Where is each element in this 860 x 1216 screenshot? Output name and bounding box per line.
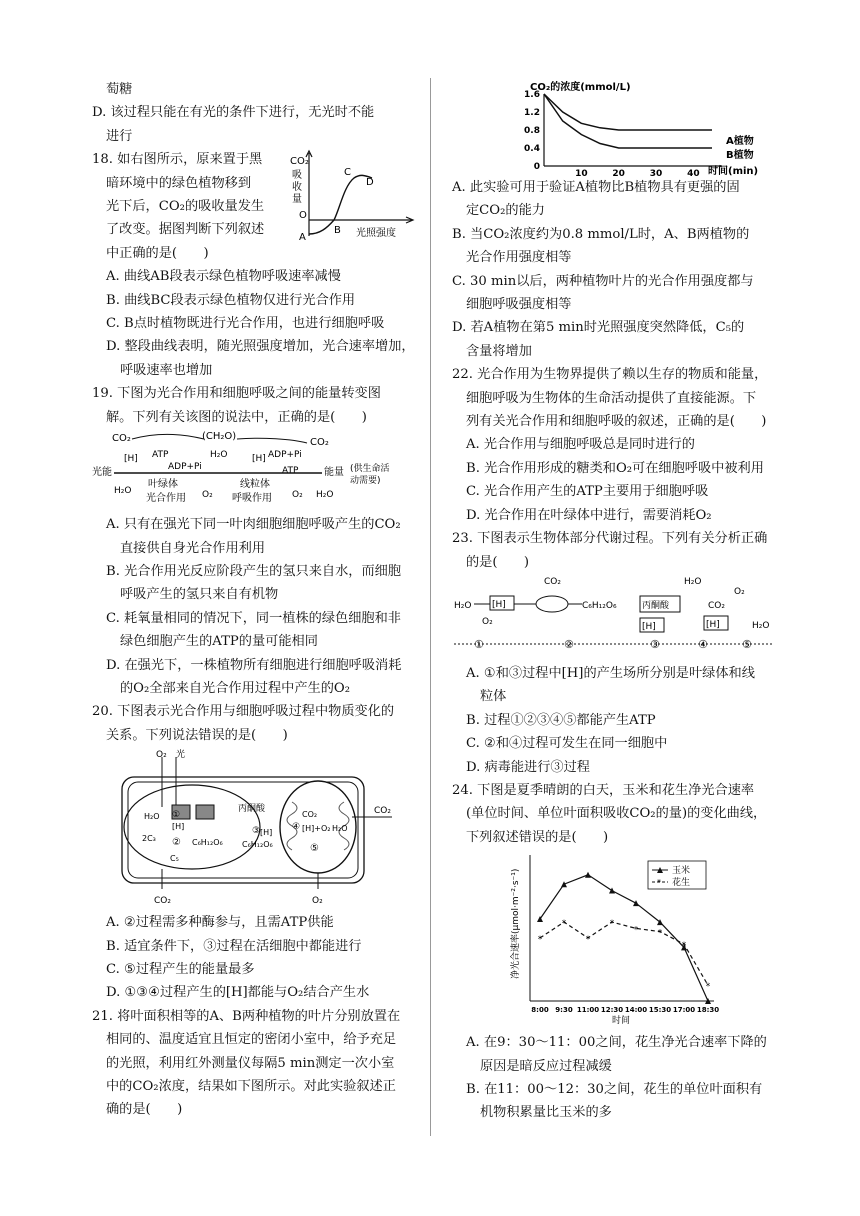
q20-step-1: ① (172, 810, 181, 821)
q20-h2o-mito: H₂O (332, 824, 348, 834)
q18-origin: O (299, 210, 307, 222)
q20-step-2: ② (172, 837, 181, 849)
q20-stem-2: 关系。下列说法错误的是( ) (106, 727, 288, 743)
q23-o2-right: O₂ (734, 586, 745, 597)
q20-h2o: H₂O (144, 812, 160, 822)
q24-corn-point (561, 881, 567, 887)
question-19 (92, 382, 418, 700)
q21-option-A-cont: 定CO₂的能力 (466, 203, 545, 219)
q20-option-D: D. ①③④过程产生的[H]都能与O₂结合产生水 (106, 985, 370, 1001)
q24-option-A: A. 在9：30～11：00之间，花生净光合速率下降的 (466, 1035, 767, 1051)
q24-stem-2: (单位时间、单位叶面积吸收CO₂的量)的变化曲线， (466, 806, 767, 822)
right-column (452, 78, 784, 1125)
q20-co2-bottom: CO₂ (154, 896, 171, 907)
q21-series-B-label: B植物 (726, 150, 754, 161)
q24-chart-xlabel: 时间 (612, 1016, 631, 1027)
option-17-D-cont: 进行 (106, 128, 133, 144)
q23-h2o-left: H₂O (454, 600, 472, 611)
q24-peanut-point: * (561, 919, 567, 930)
q19-o2-b: O₂ (292, 490, 303, 501)
q21-xtick: 40 (687, 169, 700, 179)
q20-step-3: ③ (252, 826, 261, 837)
q21-stem-2: 相同的、温度适宜且恒定的密闭小室中，给予充足 (106, 1032, 397, 1048)
q22-stem-1: 22. 光合作用为生物界提供了赖以生存的物质和能量， (452, 367, 768, 383)
q24-xtick: 15:30 (648, 1006, 672, 1015)
q19-arrow-1 (132, 434, 204, 439)
q20-H-2: [H] (260, 828, 273, 838)
q22-option-D: D. 光合作用在叶绿体中进行，需要消耗O₂ (466, 507, 712, 523)
q22-stem-2: 细胞呼吸为生物体的生命活动提供了直接能源。下 (466, 390, 757, 406)
q23-stem-1: 23. 下图表示生物体部分代谢过程。下列有关分析正确 (452, 531, 768, 547)
q21-chart-xlabel: 时间(min) (708, 166, 759, 177)
q19-adp-2: ADP+Pi (268, 450, 302, 461)
q19-h2o-1: H₂O (114, 486, 132, 497)
q18-option-D-cont: 呼吸速率也增加 (120, 362, 213, 378)
q18-stem-3: 光下后，CO₂的吸收量发生 (106, 199, 265, 215)
q20-glucose-1: C₆H₁₂O₆ (192, 838, 223, 848)
q20-2c3: 2C₃ (142, 834, 156, 844)
continuation-text: 萄糖 (106, 82, 133, 97)
q20-H-1: [H] (172, 822, 185, 832)
q21-xtick: 20 (612, 169, 625, 179)
q19-option-D-cont: 的O₂全部来自光合作用过程中产生的O₂ (120, 680, 351, 696)
q24-stem-3: 下列叙述错误的是( ) (466, 829, 609, 845)
q20-figure (92, 747, 418, 907)
q23-h2o-right: H₂O (752, 620, 770, 631)
q24-series-peanut-line (537, 922, 708, 985)
q19-option-B: B. 光合作用光反应阶段产生的氢只来自水，而细胞 (106, 563, 402, 579)
q19-respiration: 呼吸作用 (232, 493, 272, 505)
q23-H-2: [H] (642, 621, 656, 632)
q21-option-D: D. 若A植物在第5 min时光照强度突然降低，C₅的 (452, 320, 745, 336)
q19-option-C-cont: 绿色细胞产生的ATP的量可能相同 (120, 634, 318, 650)
q19-arrow-2 (237, 438, 307, 443)
q20-stem-1: 20. 下图表示光合作用与细胞呼吸过程中物质变化的 (92, 704, 395, 720)
q22-option-C: C. 光合作用产生的ATP主要用于细胞呼吸 (466, 484, 709, 500)
q19-option-A-cont: 直接供自身光合作用利用 (120, 540, 266, 556)
q22-option-B: B. 光合作用形成的糖类和O₂可在细胞呼吸中被利用 (466, 460, 764, 476)
q20-c5: C₅ (170, 854, 179, 864)
q20-co2-out: CO₂ (374, 806, 391, 817)
q18-ylabel-3: 收 (292, 182, 302, 194)
q24-xtick: 14:00 (624, 1006, 648, 1015)
q24-xtick: 18:30 (696, 1006, 720, 1015)
q20-glucose-2: C₆H₁₂O₆ (242, 840, 273, 850)
option-17-D: D. 该过程只能在有光的条件下进行，无光时不能 (92, 105, 375, 121)
q21-series-A-line (544, 94, 712, 130)
q24-peanut-point: * (609, 919, 615, 930)
q21-stem-4: 中的CO₂浓度，结果如下图所示。对此实验叙述正 (106, 1079, 396, 1094)
q24-peanut-point: * (681, 941, 687, 952)
q24-xtick: 9:30 (555, 1006, 573, 1015)
q18-figure (282, 148, 422, 248)
question-20 (92, 700, 418, 1004)
q23-glucose: C₆H₁₂O₆ (582, 600, 617, 611)
q20-co2-mito: CO₂ (302, 810, 318, 820)
q19-atp-1: ATP (152, 450, 169, 461)
q23-stage-5: ⑤ (742, 637, 752, 651)
q23-option-D: D. 病毒能进行③过程 (466, 759, 590, 775)
q23-stage-4: ④ (698, 637, 708, 651)
q21-option-B-cont: 光合作用强度相等 (466, 250, 572, 266)
q23-h2o-top: H₂O (684, 576, 702, 587)
q21-stem-3: 的光照，利用红外测量仪每隔5 min测定一次小室 (106, 1055, 395, 1071)
question-21 (92, 1005, 418, 1122)
q18-point-A: A (299, 232, 306, 244)
q24-option-B-cont: 机物积累量比玉米的多 (480, 1105, 612, 1121)
q20-option-B: B. 适宜条件下，③过程在活细胞中都能进行 (106, 938, 362, 954)
q22-option-A: A. 光合作用与细胞呼吸总是同时进行的 (466, 437, 695, 453)
q24-legend-peanut: 花生 (672, 878, 691, 889)
q19-stem-1: 19. 下图为光合作用和细胞呼吸之间的能量转变图 (92, 386, 381, 402)
q19-H-1: [H] (124, 454, 138, 465)
q24-stem-1: 24. 下图是夏季晴朗的白天，玉米和花生净光合速率 (452, 782, 755, 798)
q19-chloroplast: 叶绿体 (148, 479, 178, 491)
q19-atp-2: ATP (282, 466, 299, 477)
left-column (92, 78, 418, 1122)
q19-option-C: C. 耗氧量相同的情况下，同一植株的绿色细胞和非 (106, 610, 401, 626)
q23-option-B: B. 过程①②③④⑤都能产生ATP (466, 712, 656, 728)
q24-peanut-point: * (705, 982, 711, 993)
q19-energy-note-1: (供生命活 (350, 464, 390, 475)
q23-H-1: [H] (492, 599, 506, 610)
q23-H-3: [H] (706, 619, 720, 630)
q21-ytick: 1.6 (524, 90, 540, 100)
q18-option-B: B. 曲线BC段表示绿色植物仅进行光合作用 (106, 292, 356, 308)
q24-chart (452, 849, 784, 1027)
q18-stem-5: 中正确的是( ) (106, 245, 209, 261)
q21-option-C-cont: 细胞呼吸强度相等 (466, 297, 572, 313)
q23-figure (452, 574, 784, 658)
q19-o2-a: O₂ (202, 490, 213, 501)
q20-o2-top: O₂ (156, 750, 167, 761)
svg-text:*: * (657, 878, 661, 888)
q24-corn-point (633, 900, 639, 906)
q21-option-D-cont: 含量将增加 (466, 343, 532, 359)
q18-ylabel-1: CO₂ (290, 156, 309, 168)
q19-co2-b: CO₂ (310, 437, 329, 449)
q21-chart (512, 78, 844, 179)
q24-xtick: 12:30 (600, 1006, 624, 1015)
q19-h2o-top: H₂O (210, 450, 228, 461)
q23-co2-right: CO₂ (708, 600, 725, 611)
q19-co2-a: CO₂ (112, 433, 131, 445)
q21-chart-ylabel: CO₂的浓度(mmol/L) (530, 82, 631, 93)
q18-option-D: D. 整段曲线表明，随光照强度增加，光合速率增加， (106, 339, 415, 355)
q22-stem-3: 列有关光合作用和细胞呼吸的叙述，正确的是( ) (466, 414, 767, 430)
q24-option-A-cont: 原因是暗反应过程减缓 (480, 1058, 612, 1074)
q19-figure (92, 429, 418, 509)
q19-photosynthesis: 光合作用 (146, 493, 186, 505)
q18-point-C: C (344, 167, 351, 179)
q24-xtick: 8:00 (531, 1006, 549, 1015)
q23-co2-top: CO₂ (544, 576, 561, 587)
question-23 (452, 527, 784, 779)
q18-ylabel-2: 吸 (292, 170, 302, 182)
q24-legend-corn: 玉米 (672, 866, 691, 877)
q20-pyruvate: 丙酮酸 (238, 804, 266, 815)
question-22 (452, 363, 784, 527)
q24-corn-point (585, 872, 591, 878)
q20-light: 光 (176, 750, 186, 761)
q24-series-corn-line (537, 875, 708, 1001)
q20-option-C: C. ⑤过程产生的能量最多 (106, 961, 255, 977)
q20-H-O2: [H]+O₂ (302, 824, 331, 834)
q19-adp-1: ADP+Pi (168, 462, 202, 473)
q21-ytick: 0 (533, 162, 540, 172)
q23-stage-1: ① (474, 637, 484, 651)
column-divider (430, 78, 431, 1136)
q19-h2o-2: H₂O (316, 490, 334, 501)
q18-option-A: A. 曲线AB段表示绿色植物呼吸速率减慢 (106, 269, 341, 285)
q21-ytick: 0.4 (524, 144, 540, 154)
question-18 (92, 148, 418, 382)
q18-point-D: D (366, 177, 374, 189)
q18-stem-2: 暗环境中的绿色植物移到 (106, 175, 252, 191)
q23-option-A-cont: 粒体 (480, 689, 507, 705)
q23-stage-3: ③ (650, 637, 660, 651)
q24-xtick: 17:00 (672, 1006, 696, 1015)
q19-mitochondria: 线粒体 (240, 479, 270, 491)
q18-stem-4: 了改变。据图判断下列叙述 (106, 222, 265, 238)
q23-option-C: C. ②和④过程可发生在同一细胞中 (466, 736, 668, 752)
q21-series-B-line (544, 94, 712, 148)
q19-light-energy: 光能 (92, 467, 112, 479)
q18-point-B: B (334, 225, 341, 237)
q18-option-C: C. B点时植物既进行光合作用，也进行细胞呼吸 (106, 316, 385, 332)
q21-option-B: B. 当CO₂浓度约为0.8 mmol/L时，A、B两植物的 (452, 226, 750, 242)
q19-H-2: [H] (252, 454, 266, 465)
q21-ytick: 0.8 (524, 126, 540, 136)
q23-o2-left: O₂ (482, 616, 493, 627)
q24-peanut-point: * (537, 935, 543, 946)
q23-stem-2: 的是( ) (466, 554, 530, 570)
q19-option-B-cont: 呼吸产生的氢只来自有机物 (120, 587, 279, 603)
q21-stem-5: 确的是( ) (106, 1102, 183, 1118)
q18-xlabel: 光照强度 (356, 228, 396, 240)
q20-chloroplast (124, 785, 260, 869)
q24-peanut-point: * (657, 928, 663, 939)
q19-energy-note-2: 动需要) (350, 476, 381, 487)
q21-option-C: C. 30 min以后，两种植物叶片的光合作用强度都与 (452, 273, 754, 289)
q19-energy: 能量 (324, 467, 344, 479)
q19-ch2o: (CH₂O) (202, 431, 237, 443)
q24-option-B: B. 在11：00～12：30之间，花生的单位叶面积有 (466, 1081, 763, 1097)
q21-stem-1: 21. 将叶面积相等的A、B两种植物的叶片分别放置在 (92, 1008, 401, 1024)
q24-xtick: 11:00 (576, 1006, 600, 1015)
q19-option-D: D. 在强光下，一株植物所有细胞进行细胞呼吸消耗 (106, 657, 402, 673)
q20-step-5: ⑤ (310, 843, 319, 855)
q21-option-A: A. 此实验可用于验证A植物比B植物具有更强的固 (452, 180, 740, 195)
q23-pyruvate: 丙酮酸 (642, 600, 670, 611)
q24-peanut-point: * (633, 925, 639, 936)
q20-o2-bottom: O₂ (312, 896, 323, 907)
q20-option-A: A. ②过程需多种酶参与，且需ATP供能 (106, 915, 334, 931)
q21-ytick: 1.2 (524, 108, 540, 118)
q21-series-A-label: A植物 (726, 136, 754, 147)
question-24 (452, 779, 784, 1125)
q24-peanut-point: * (585, 935, 591, 946)
q19-option-A: A. 只有在强光下同一叶肉细胞细胞呼吸产生的CO₂ (106, 517, 401, 533)
q23-option-A: A. ①和③过程中[H]的产生场所分别是叶绿体和线 (466, 665, 755, 681)
q18-ylabel-4: 量 (292, 194, 302, 206)
q21-xtick: 10 (575, 169, 588, 179)
q20-step-4: ④ (292, 822, 301, 833)
q21-xtick: 30 (649, 169, 663, 179)
q19-stem-2: 解。下列有关该图的说法中，正确的是( ) (106, 409, 367, 425)
q23-stage-2: ② (564, 637, 574, 651)
q24-corn-point (609, 888, 615, 894)
q24-chart-ylabel: 净光合速率(μmol·m⁻²·s⁻¹) (511, 868, 521, 980)
q18-stem-1: 18. 如右图所示，原来置于黑 (92, 152, 263, 168)
